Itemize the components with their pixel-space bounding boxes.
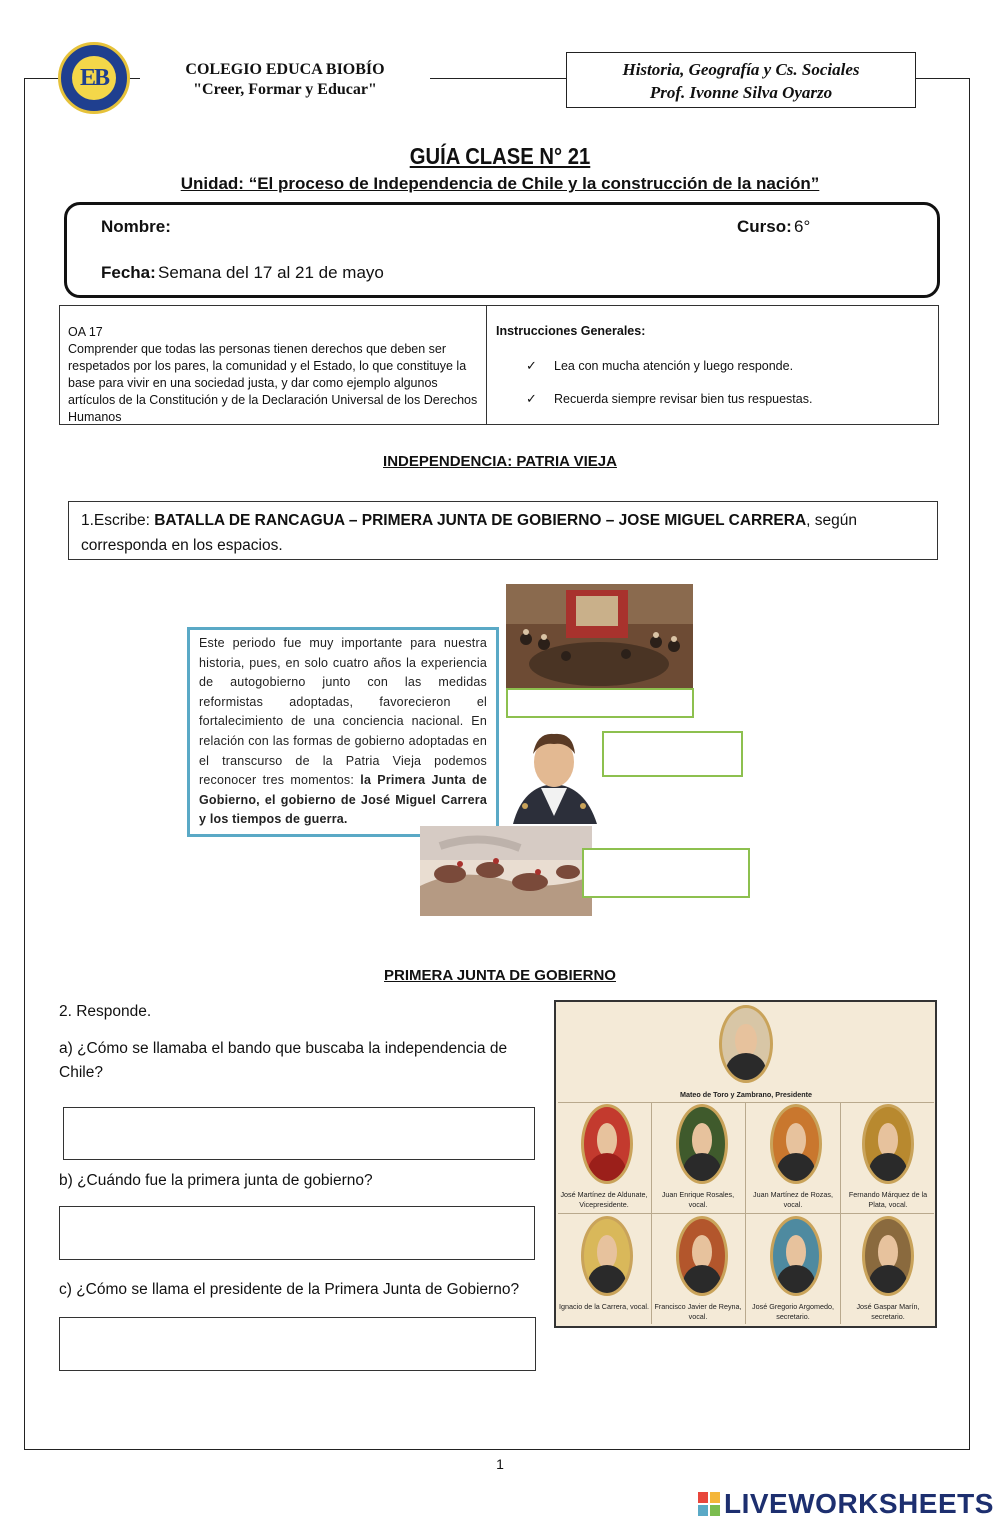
unit-title: Unidad: “El proceso de Independencia de Chile y la construcción de la nación” xyxy=(180,174,820,193)
patria-vieja-text xyxy=(187,627,499,837)
carrera-portrait-image xyxy=(503,724,605,824)
course-value: 6° xyxy=(794,217,811,236)
name-field[interactable] xyxy=(177,215,717,239)
school-name: COLEGIO EDUCA BIOBÍO xyxy=(185,61,385,78)
instructions-cell xyxy=(488,306,938,424)
instruction-item: Recuerda siempre revisar bien tus respuestas. xyxy=(554,392,813,406)
name-label: Nombre: xyxy=(101,217,171,236)
member-caption: Fernando Márquez de la Plata, vocal. xyxy=(848,1190,928,1209)
course-label: Curso: xyxy=(737,217,792,236)
question-2a: a) ¿Cómo se llamaba el bando que buscaba la independencia de Chile? xyxy=(59,1040,508,1081)
member-caption: Ignacio de la Carrera, vocal. xyxy=(559,1302,649,1311)
check-icon: ✓ xyxy=(526,391,537,406)
portrait-member xyxy=(862,1104,914,1184)
answer-field-2c[interactable] xyxy=(59,1317,536,1371)
president-caption: Mateo de Toro y Zambrano, Presidente xyxy=(679,1090,813,1099)
liveworksheets-logo-icon xyxy=(698,1492,720,1516)
check-icon: ✓ xyxy=(526,358,537,373)
objective-table xyxy=(59,305,939,425)
portrait-member xyxy=(581,1216,633,1296)
member-caption: José Gregorio Argomedo, secretario. xyxy=(752,1302,834,1321)
teacher-name: Prof. Ivonne Silva Oyarzo xyxy=(649,83,833,102)
member-caption: Francisco Javier de Reyna, vocal. xyxy=(654,1302,742,1321)
guide-title: GUÍA CLASE N° 21 xyxy=(409,143,591,169)
subject-box xyxy=(566,52,916,108)
answer-box-carrera[interactable] xyxy=(602,731,743,777)
question-2-intro: 2. Responde. xyxy=(59,1003,152,1020)
cabildo-painting-image xyxy=(506,584,693,688)
student-info-box xyxy=(64,202,940,298)
liveworksheets-brand[interactable]: LIVEWORKSHEETS xyxy=(724,1488,994,1519)
answer-field-2b[interactable] xyxy=(59,1206,535,1260)
portrait-member xyxy=(676,1216,728,1296)
portrait-member xyxy=(862,1216,914,1296)
school-logo xyxy=(58,42,130,114)
section-heading-primera-junta: PRIMERA JUNTA DE GOBIERNO xyxy=(384,967,616,984)
question-1-box xyxy=(68,501,938,560)
patria-vieja-text-body: Este periodo fue muy importante para nuestra historia, pues, en solo cuatro años la experiencia de autogobierno junto con las medidas reformistas adoptadas, favorecieron el fortalecimiento de una conciencia nacional. En relación con las formas de gobierno adoptadas en el transcurso de la Patria Vieja podemos reconocer tres momentos: xyxy=(199,636,487,788)
date-label: Fecha: xyxy=(101,263,156,282)
objective-text: Comprender que todas las personas tienen derechos que deben ser respetados por los pares, la comunidad y el Estado, lo que constituye la base para vivir en una sociedad justa, y dar como ejemplo algunos artículos de la Constitución y de la Declaración Universal de los Derechos Humanos xyxy=(68,342,478,424)
question-1-options: BATALLA DE RANCAGUA – PRIMERA JUNTA DE GOBIERNO – JOSE MIGUEL CARRERA xyxy=(154,512,807,529)
question-2b: b) ¿Cuándo fue la primera junta de gobierno? xyxy=(59,1172,373,1189)
objective-code: OA 17 xyxy=(68,325,103,339)
member-caption: José Martínez de Aldunate, Vicepresidente. xyxy=(560,1190,648,1209)
page-number: 1 xyxy=(496,1456,504,1472)
subject-name: Historia, Geografía y Cs. Sociales xyxy=(622,60,860,79)
portrait-member xyxy=(676,1104,728,1184)
objective-cell xyxy=(60,306,487,424)
logo-letters: EB xyxy=(72,56,116,100)
portrait-president xyxy=(719,1005,773,1083)
section-heading-patria-vieja: INDEPENDENCIA: PATRIA VIEJA xyxy=(383,453,617,470)
batalla-rancagua-image xyxy=(420,826,592,916)
question-1-suffix: , según corresponda en los espacios. xyxy=(81,512,857,554)
portrait-member xyxy=(581,1104,633,1184)
answer-box-batalla[interactable] xyxy=(582,848,750,898)
junta-portraits-chart xyxy=(554,1000,937,1328)
patria-vieja-text-bold: la Primera Junta de Gobierno, el gobierno de José Miguel Carrera y los tiempos de guerra. xyxy=(199,773,487,827)
member-caption: Juan Enrique Rosales, vocal. xyxy=(661,1190,735,1209)
instruction-item: Lea con mucha atención y luego responde. xyxy=(554,359,794,373)
portrait-member xyxy=(770,1216,822,1296)
date-value: Semana del 17 al 21 de mayo xyxy=(158,263,384,282)
member-caption: Juan Martínez de Rozas, vocal. xyxy=(753,1190,833,1209)
question-1-prefix: 1.Escribe: xyxy=(81,512,155,529)
answer-field-2a[interactable] xyxy=(63,1107,535,1160)
instructions-title: Instrucciones Generales: xyxy=(496,324,646,338)
school-motto: "Creer, Formar y Educar" xyxy=(193,81,377,98)
question-2c: c) ¿Cómo se llama el presidente de la Primera Junta de Gobierno? xyxy=(59,1281,520,1298)
answer-box-junta[interactable] xyxy=(506,688,694,718)
portrait-member xyxy=(770,1104,822,1184)
school-header xyxy=(140,60,430,100)
member-caption: José Gaspar Marín, secretario. xyxy=(856,1302,920,1321)
